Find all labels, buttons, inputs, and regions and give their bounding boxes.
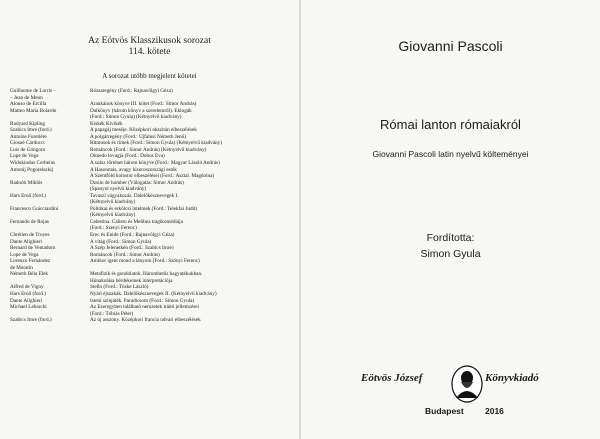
work-author: Chrétien de Troyes <box>10 232 50 239</box>
work-author: Giosuè Carducci <box>10 140 45 147</box>
work-title: (Ford.: Szenyi Ferenc) <box>90 225 137 232</box>
left-page <box>0 0 299 439</box>
publisher-block <box>353 364 553 426</box>
work-title: Románcok (Ford.: Simor András) (Kétnyelvű kiadvány) <box>90 146 207 153</box>
work-title: Ritmusok és rímek (Ford.: Simon Gyula) (Kétnyelvű kiadvány) <box>90 140 222 147</box>
work-author: Lorenzo Fernández <box>10 258 51 265</box>
work-title: A polgárregény (Ford.: Ujfalusi Németh Jenő) <box>90 133 186 140</box>
work-title: Tavaszi vágyakozás. Dalelőkésznevegek I. <box>90 192 179 199</box>
work-author: Guillaume de Lorris – <box>10 88 56 94</box>
work-title: Hónakolása bérdekeinek interpretációja <box>90 277 173 284</box>
publisher-city: Budapest <box>425 406 464 416</box>
work-title: A Hasonmás, avagy kisoroszországi esték <box>90 166 177 173</box>
work-author: Fernando de Rojas <box>10 218 49 225</box>
work-title: Stello (Ford.: Tüske László) <box>90 284 149 291</box>
work-title: Olmedo lovagja (Ford.: Dobos Éva) <box>90 153 165 160</box>
previous-volumes-label: A sorozat utóbb megjelent kötetei <box>102 72 197 80</box>
work-title: Az új asszony. Középkori francia udvari elbeszélések <box>90 317 201 324</box>
work-title: (Spanyol nyelvű kiadvány) <box>90 186 147 193</box>
work-title: A papagáj meséje. Középkori okszitán elbeszélések <box>90 127 197 134</box>
translator-name: Simon Gyula <box>420 248 481 260</box>
work-title: Az Ezeregyben található nemzetek iránti jellemzései <box>90 304 200 311</box>
work-author: Widukindus Corbeius <box>10 160 56 167</box>
series-line-1: Az Eötvös Klasszikusok sorozat <box>88 36 211 46</box>
work-author: Szabics Imre (ford.) <box>10 127 52 134</box>
work-title: Erec és Enide (Ford.: Rajnavölgyi Géza) <box>90 232 175 239</box>
work-author: Francesco Guicciardini <box>10 205 59 212</box>
work-author: de Moratín <box>10 264 33 271</box>
work-author: Bernard de Ventadorn <box>10 245 56 252</box>
work-author: Alonso de Ercilla <box>10 101 47 108</box>
publication-year: 2016 <box>485 406 504 416</box>
work-author: Rudyard Kipling <box>10 120 46 127</box>
book-subtitle: Giovanni Pascoli latin nyelvű költeményei <box>372 149 529 159</box>
work-title: (Ford.: Tóbiás Péter) <box>90 310 134 317</box>
work-row <box>10 317 295 324</box>
work-title: Amikor igent mond a lányom (Ford.: Szőnyi Ferenc) <box>90 258 200 265</box>
work-title: Románcok (Ford.: Simor András) <box>90 251 160 258</box>
work-title: A Szentföld kolostor elbeszélései (Ford.: Asztal. Magdolna) <box>90 173 215 180</box>
works-list <box>10 88 295 324</box>
work-title: (Kétnyelvű kiadvány) <box>90 212 136 219</box>
work-title: Dalkönyv (három könyv a szerelemről). Eklogák <box>90 107 192 114</box>
work-author: – Jean de Meun <box>10 94 43 101</box>
work-author: Michael Lebarchi <box>10 304 47 311</box>
work-title: Araukánok könyve III. kötet (Ford.: Simor András) <box>90 101 197 108</box>
work-title: Metafizik és gondolatok. Hárombetűs hagyatékukban. <box>90 271 203 278</box>
work-author: Dante Alighieri <box>10 238 43 245</box>
work-author: Dante Alighieri <box>10 297 43 304</box>
book-author: Giovanni Pascoli <box>398 38 503 54</box>
work-title: Politikai és erkölcsi intelmek (Ford.: Telekfai Judit) <box>90 205 198 212</box>
work-author: Antoine Furetière <box>10 133 47 140</box>
work-title: Rózsaregény (Ford.: Rajnavölgyi Géza) <box>90 88 173 94</box>
work-title: A Szép Jelenetkén (Ford.: Szabics Imre) <box>90 245 174 252</box>
work-author: Luis de Góngora <box>10 146 45 153</box>
series-line-2: 114. kötete <box>128 47 171 57</box>
work-author: Matteo Maria Boiardo <box>10 107 57 114</box>
work-author: Lope de Vega <box>10 251 39 258</box>
work-title: Isteni színjáték. Paradicsom (Ford.: Simon Gyula) <box>90 297 195 304</box>
work-author: Hars Ernő (ford.) <box>10 192 46 199</box>
work-author: Alfred de Vigny <box>10 284 44 291</box>
work-author: Lope de Vega <box>10 153 39 160</box>
series-heading <box>0 36 299 58</box>
book-title: Római lanton rómaiakról <box>380 117 521 132</box>
work-author: Szabics Imre (ford.) <box>10 317 52 324</box>
work-title: Dzsiin de homber (Válogatás: Simor András) <box>90 179 184 186</box>
work-title: Kiskék Kivikék <box>90 120 123 127</box>
translator-label: Fordította: <box>426 232 475 244</box>
work-title: A szász történet három könyve (Ford.: Magyar László András) <box>90 160 220 167</box>
work-title: Nyári éjszakák. Dalelőkésznevegek II. (Kétnyelvű kiadvány) <box>90 290 217 297</box>
right-page <box>301 0 600 439</box>
work-author: Radnóti Miklós <box>10 179 43 186</box>
work-title: A vitag (Ford.: Simon Gyula) <box>90 238 152 245</box>
work-title: (Ford.: Simon Gyula) (Kétnyelvű kiadvány) <box>90 114 182 121</box>
work-author: Hars Ernő (ford.) <box>10 290 46 297</box>
publisher-name-right: Könyvkiadó <box>485 372 539 384</box>
work-title: Celestina. Calisto és Melibea tragikomédiája <box>90 218 183 225</box>
publisher-name-left: Eötvös József <box>361 372 423 384</box>
portrait-logo-icon <box>450 364 484 404</box>
work-title: (Kétnyelvű kiadvány) <box>90 199 136 206</box>
work-author: Antonij Pogorelszkij <box>10 166 54 173</box>
work-author: Németh Béla Elek <box>10 271 49 278</box>
